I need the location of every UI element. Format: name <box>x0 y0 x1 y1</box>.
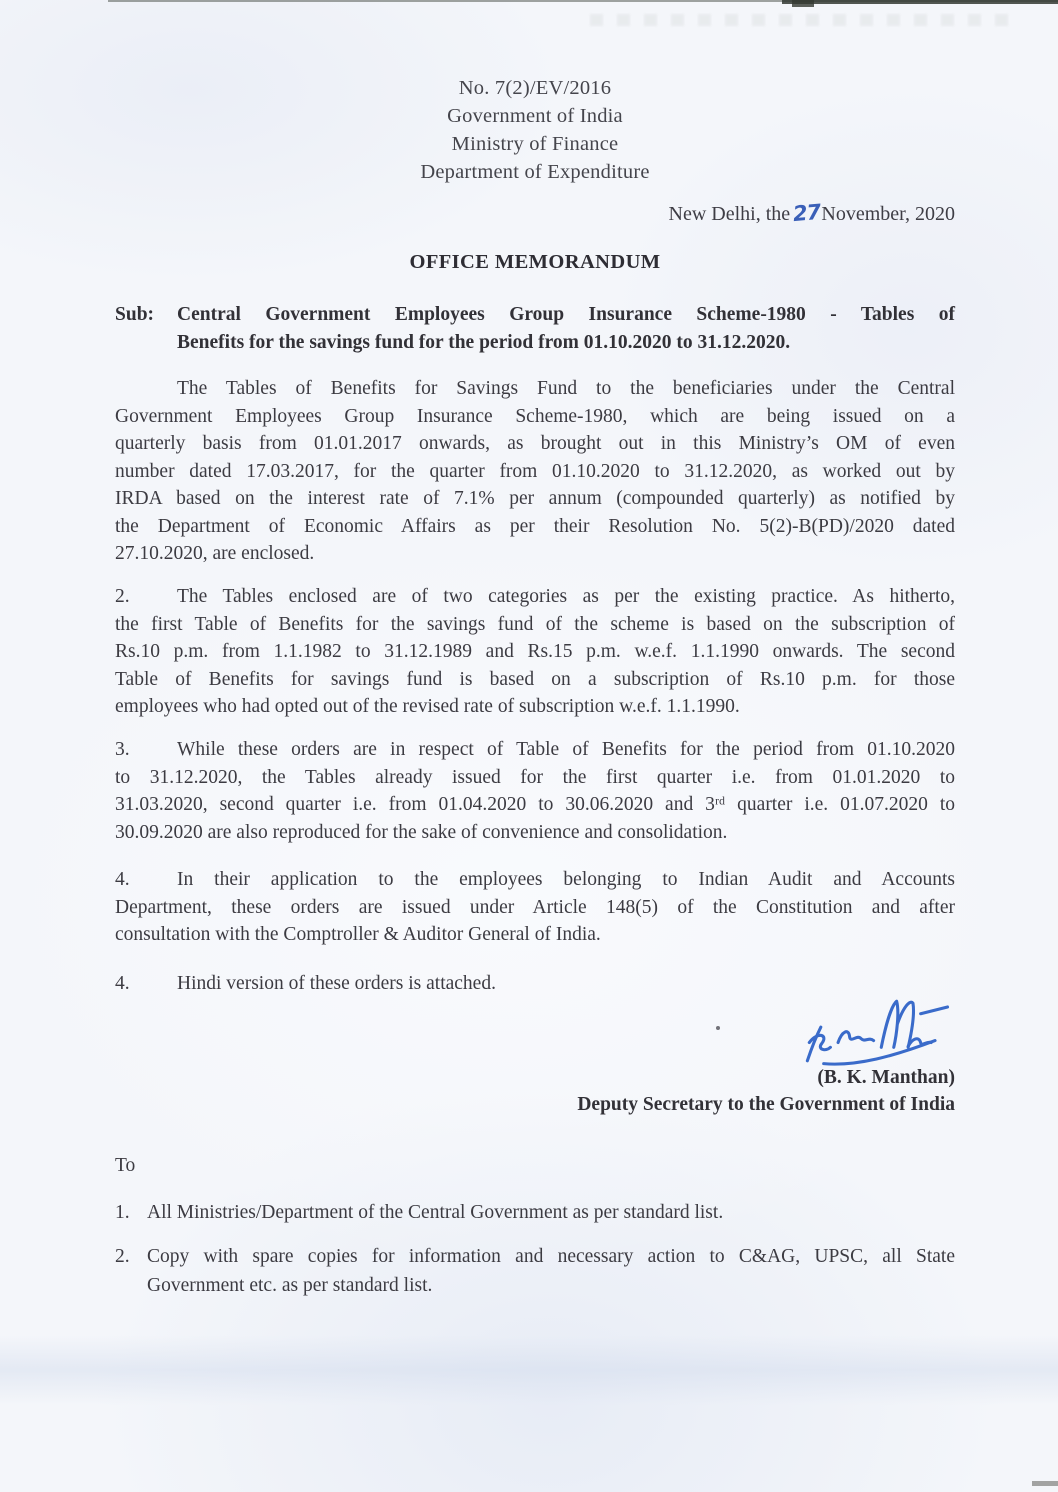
paragraph-line: The Tables of Benefits for Savings Fund to the beneficiaries under the Central <box>177 378 955 399</box>
distribution-item-1 <box>115 1199 955 1227</box>
dateline-prefix: New Delhi, the <box>668 203 791 225</box>
letterhead <box>115 74 955 186</box>
paragraph-line: to 31.12.2020, the Tables already issued for the first quarter i.e. from 01.01.2020 to <box>115 766 955 788</box>
list-number: 1. <box>115 1202 130 1223</box>
list-item-text: Copy with spare copies for information and necessary action to C&AG, UPSC, all State <box>147 1246 955 1267</box>
list-item-text: Government etc. as per standard list. <box>147 1275 433 1296</box>
list-number: 2. <box>115 1246 130 1267</box>
dateline-suffix: November, 2020 <box>821 203 955 225</box>
paragraph-number: 4. <box>115 869 130 890</box>
paragraph-line: Table of Benefits for savings fund is based on a subscription of Rs.10 p.m. for those <box>115 668 955 690</box>
org-department: Department of Expenditure <box>420 161 650 183</box>
paragraph-3 <box>115 736 955 846</box>
paragraph-line: Hindi version of these orders is attached. <box>177 973 496 994</box>
paragraph-line: IRDA based on the interest rate of 7.1% per annum (compounded quarterly) as notified by <box>115 488 955 509</box>
paragraph-line: employees who had opted out of the revised rate of subscription w.e.f. 1.1.1990. <box>115 696 740 717</box>
paragraph-line: Government Employees Group Insurance Scheme-1980, which are being issued on a <box>115 405 955 427</box>
scan-edge-tick <box>792 0 814 7</box>
stray-ink-dot <box>716 1026 720 1030</box>
dateline <box>115 201 963 226</box>
handwritten-day: 27 <box>792 199 822 227</box>
paragraph-2 <box>115 583 955 721</box>
memo-title: OFFICE MEMORANDUM <box>409 251 661 273</box>
reference-number: No. 7(2)/EV/2016 <box>458 77 612 99</box>
paragraph-line: The Tables enclosed are of two categories as per the existing practice. As hitherto, <box>177 586 955 607</box>
paragraph-1 <box>115 375 955 568</box>
signatory-name: (B. K. Manthan) <box>817 1067 955 1088</box>
signatory-designation: Deputy Secretary to the Government of India <box>577 1094 955 1115</box>
paragraph-number: 2. <box>115 586 130 607</box>
subject-block <box>115 301 955 357</box>
to-label: To <box>115 1155 136 1176</box>
paragraph-line: consultation with the Comptroller & Auditor General of India. <box>115 924 601 945</box>
paragraph-line: While these orders are in respect of Table of Benefits for the period from 01.10.2020 <box>177 739 955 760</box>
signature-scribble <box>768 992 960 1070</box>
paragraph-line: Rs.10 p.m. from 1.1.1982 to 31.12.1989 and Rs.15 p.m. w.e.f. 1.1.1990 onwards. The second <box>115 641 955 662</box>
org-government: Government of India <box>447 105 623 127</box>
list-item-text: All Ministries/Department of the Central Government as per standard list. <box>147 1202 724 1223</box>
scan-edge-line-dark <box>782 0 1058 4</box>
paragraph-line: 30.09.2020 are also reproduced for the sake of convenience and consolidation. <box>115 821 728 843</box>
paragraph-number: 4. <box>115 973 130 994</box>
paragraph-line: 27.10.2020, are enclosed. <box>115 543 315 564</box>
paper-crease <box>0 1335 1058 1405</box>
scan-corner-speck <box>1032 1481 1058 1486</box>
subject-line: Central Government Employees Group Insurance Scheme-1980 - Tables of <box>177 304 955 325</box>
paragraph-4 <box>115 866 955 949</box>
paragraph-number: 3. <box>115 739 130 760</box>
paragraph-line: quarterly basis from 01.01.2017 onwards, as brought out in this Ministry’s OM of even <box>115 433 955 454</box>
paragraph-line: Department, these orders are issued under Article 148(5) of the Constitution and after <box>115 896 955 918</box>
paragraph-line: the Department of Economic Affairs as per their Resolution No. 5(2)-B(PD)/2020 dated <box>115 515 955 537</box>
scan-showthrough-smudge <box>590 14 1010 26</box>
paragraph-line: the first Table of Benefits for the savings fund of the scheme is based on the subscription of <box>115 613 955 635</box>
paragraph-line: In their application to the employees belonging to Indian Audit and Accounts <box>177 869 955 890</box>
paragraph-line: 31.03.2020, second quarter i.e. from 01.04.2020 to 30.06.2020 and 3ʳᵈ quarter i.e. 01.07.2020 to <box>115 794 955 815</box>
distribution-item-2 <box>115 1242 955 1300</box>
paragraph-line: number dated 17.03.2017, for the quarter from 01.10.2020 to 31.12.2020, as worked out by <box>115 460 955 482</box>
subject-line: Benefits for the savings fund for the period from 01.10.2020 to 31.12.2020. <box>177 332 791 353</box>
org-ministry: Ministry of Finance <box>451 133 619 155</box>
subject-label: Sub: <box>115 304 155 325</box>
